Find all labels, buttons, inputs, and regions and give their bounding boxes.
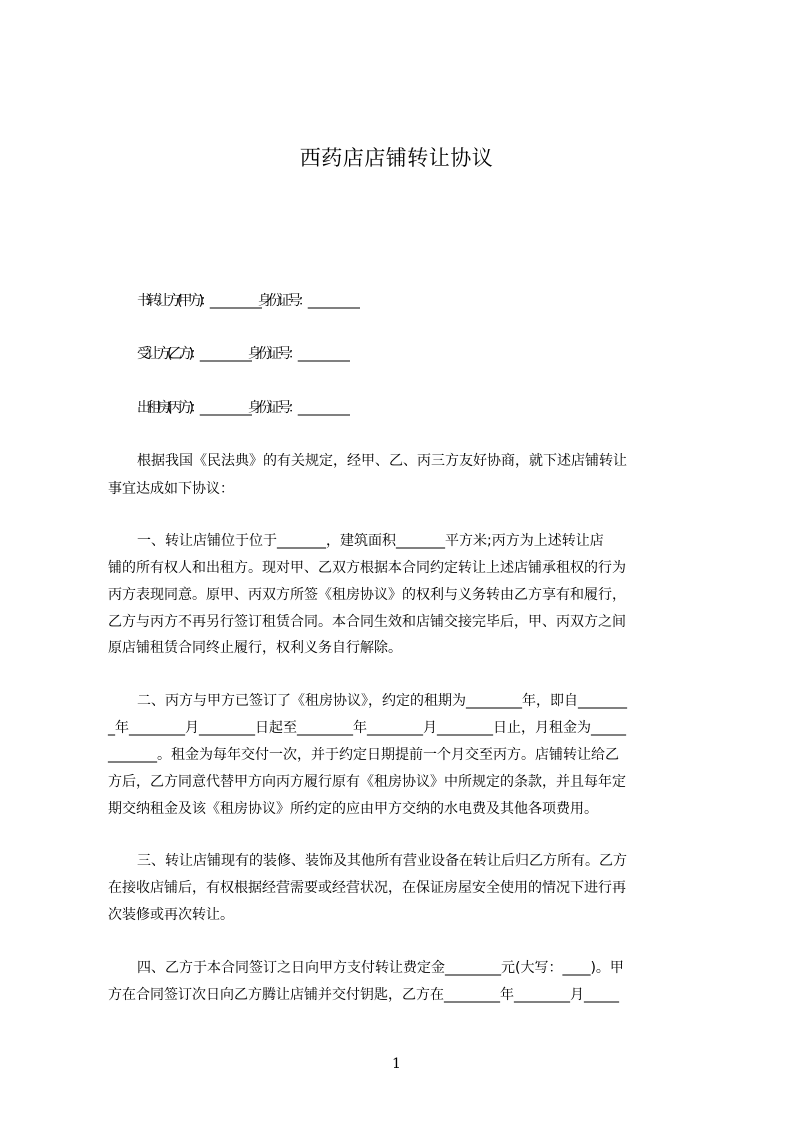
clause-3-line: 次装修或再次转让。 xyxy=(108,907,234,923)
party-a-line: 书转让方(甲方)：________________身份证号：________________ xyxy=(137,293,356,309)
intro-line: 事宜达成如下协议： xyxy=(108,481,234,497)
clause-1-line: 铺的所有权人和出租方。现对甲、乙双方根据本合同约定转让上述店铺承租权的行为 xyxy=(108,560,626,576)
clause-1-line: 原店铺租赁合同终止履行，权利义务自行解除。 xyxy=(108,640,402,656)
party-c-line: 出租房(丙方)：________________身份证号：________________ xyxy=(137,400,346,416)
clause-1-line: 乙方与丙方不再另行签订租赁合同。本合同生效和店铺交接完毕后，甲、丙双方之间 xyxy=(108,614,626,630)
clause-2-line: _年________月________日起至________年________月________日止，月租金为_____ xyxy=(108,720,626,736)
clause-4-line: 四、乙方于本合同签订之日向甲方支付转让费定金________元(大写：____)。甲 xyxy=(137,960,624,976)
document-title: 西药店店铺转让协议 xyxy=(299,146,494,170)
clause-1-line: 一、转让店铺位于位于_______，建筑面积_______平方米;丙方为上述转让店 xyxy=(137,533,604,549)
clause-2-line: 期交纳租金及该《租房协议》所约定的应由甲方交纳的水电费及其他各项费用。 xyxy=(108,801,598,817)
clause-4-line: 方在合同签订次日向乙方腾让店铺并交付钥匙，乙方在________年________月_____ xyxy=(108,987,619,1003)
clause-3-line: 三、转让店铺现有的装修、装饰及其他所有营业设备在转让后归乙方所有。乙方 xyxy=(137,853,627,869)
clause-2-line: 方后，乙方同意代替甲方向丙方履行原有《租房协议》中所规定的条款，并且每年定 xyxy=(108,774,626,790)
intro-line: 根据我国《民法典》的有关规定，经甲、乙、丙三方友好协商，就下述店铺转让 xyxy=(137,453,627,469)
clause-2-line: _______。租金为每年交付一次，并于约定日期提前一个月交至丙方。店铺转让给乙 xyxy=(108,747,619,763)
clause-1-line: 丙方表现同意。原甲、丙双方所签《租房协议》的权利与义务转由乙方享有和履行， xyxy=(108,587,626,603)
clause-2-line: 二、丙方与甲方已签订了《租房协议》，约定的租期为________年，即自_______ xyxy=(137,693,627,709)
party-b-line: 受让方(乙方)：________________身份证号：________________ xyxy=(137,346,346,362)
clause-3-line: 在接收店铺后，有权根据经营需要或经营状况，在保证房屋安全使用的情况下进行再 xyxy=(108,880,626,896)
page-number: 1 xyxy=(392,1056,401,1072)
